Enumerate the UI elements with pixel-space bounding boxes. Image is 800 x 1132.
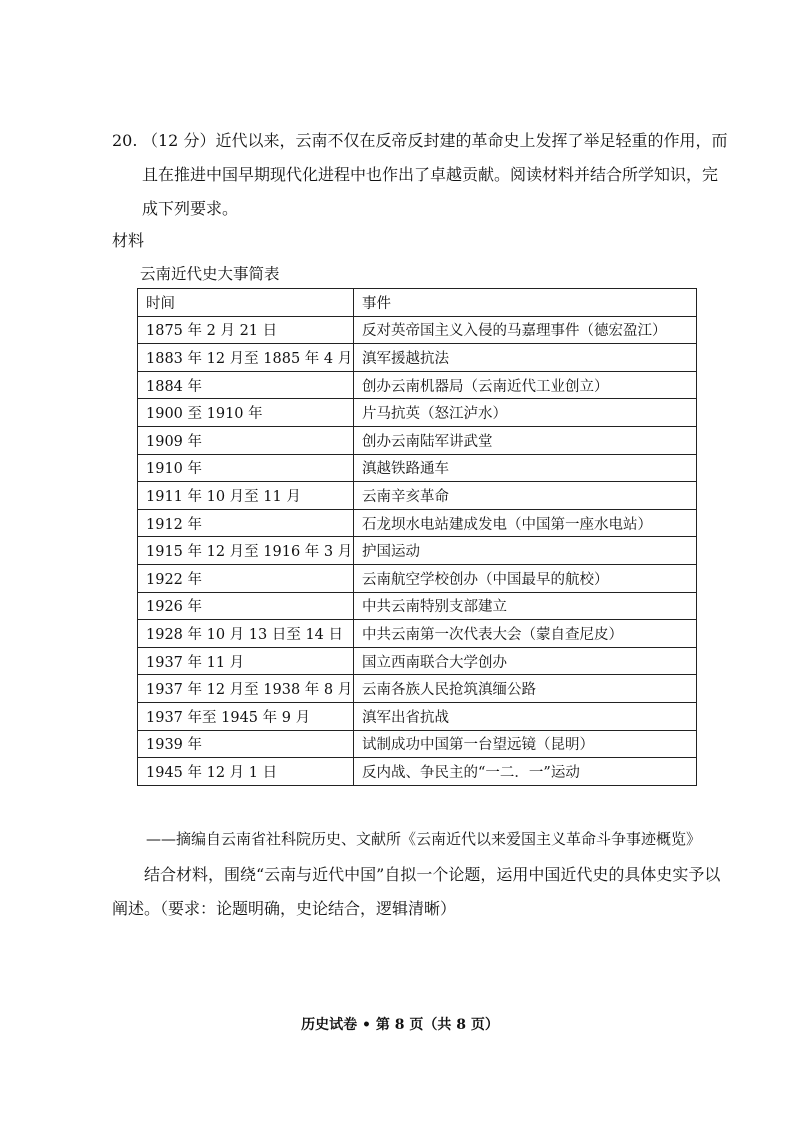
cell-event: 石龙坝水电站建成发电（中国第一座水电站）	[354, 509, 697, 537]
material-label: 材料	[112, 231, 145, 250]
table-row	[138, 482, 697, 510]
table-row	[138, 426, 697, 454]
cell-event: 滇军出省抗战	[354, 702, 697, 730]
cell-event: 云南各族人民抢筑滇缅公路	[354, 675, 697, 703]
table-row	[138, 564, 697, 592]
cell-event: 滇越铁路通车	[354, 454, 697, 482]
cell-event: 国立西南联合大学创办	[354, 647, 697, 675]
events-table	[137, 288, 697, 786]
question-stem	[112, 124, 732, 226]
table-row	[138, 371, 697, 399]
cell-event: 中共云南特别支部建立	[354, 592, 697, 620]
table-row	[138, 537, 697, 565]
table-row	[138, 647, 697, 675]
cell-time: 1928 年 10 月 13 日至 14 日	[138, 620, 354, 648]
table-row	[138, 702, 697, 730]
cell-time: 1884 年	[138, 371, 354, 399]
cell-time: 1945 年 12 月 1 日	[138, 758, 354, 786]
table-row	[138, 758, 697, 786]
header-time: 时间	[138, 289, 354, 317]
cell-event: 反内战、争民主的“一二．一”运动	[354, 758, 697, 786]
cell-event: 云南辛亥革命	[354, 482, 697, 510]
table-row	[138, 344, 697, 372]
header-event: 事件	[354, 289, 697, 317]
cell-event: 试制成功中国第一台望远镜（昆明）	[354, 730, 697, 758]
cell-event: 创办云南陆军讲武堂	[354, 426, 697, 454]
cell-event: 中共云南第一次代表大会（蒙自查尼皮）	[354, 620, 697, 648]
cell-time: 1875 年 2 月 21 日	[138, 316, 354, 344]
table-row	[138, 399, 697, 427]
question-number: 20.	[112, 131, 138, 150]
cell-event: 创办云南机器局（云南近代工业创立）	[354, 371, 697, 399]
table-row	[138, 620, 697, 648]
question-text: （12 分）近代以来，云南不仅在反帝反封建的革命史上发挥了举足轻重的作用，而且在推进中国早期现代化进程中也作出了卓越贡献。阅读材料并结合所学知识，完成下列要求。	[142, 131, 728, 218]
table-title: 云南近代史大事简表	[140, 265, 280, 283]
table-header-row	[138, 289, 697, 317]
cell-time: 1926 年	[138, 592, 354, 620]
cell-time: 1915 年 12 月至 1916 年 3 月	[138, 537, 354, 565]
cell-event: 滇军援越抗法	[354, 344, 697, 372]
cell-time: 1910 年	[138, 454, 354, 482]
table-row	[138, 592, 697, 620]
source-citation: ——摘编自云南省社科院历史、文献所《云南近代以来爱国主义革命斗争事迹概览》	[146, 830, 702, 848]
cell-time: 1912 年	[138, 509, 354, 537]
task-instruction: 结合材料，围绕“云南与近代中国”自拟一个论题，运用中国近代史的具体史实予以阐述。（要求：论题明确，史论结合，逻辑清晰）	[112, 865, 721, 918]
cell-event: 片马抗英（怒江泸水）	[354, 399, 697, 427]
cell-time: 1937 年至 1945 年 9 月	[138, 702, 354, 730]
cell-time: 1909 年	[138, 426, 354, 454]
table-row	[138, 509, 697, 537]
cell-time: 1937 年 12 月至 1938 年 8 月	[138, 675, 354, 703]
cell-time: 1900 至 1910 年	[138, 399, 354, 427]
cell-time: 1911 年 10 月至 11 月	[138, 482, 354, 510]
page-footer: 历史试卷 • 第 8 页（共 8 页）	[301, 1017, 499, 1033]
cell-event: 云南航空学校创办（中国最早的航校）	[354, 564, 697, 592]
cell-time: 1939 年	[138, 730, 354, 758]
cell-event: 护国运动	[354, 537, 697, 565]
table-row	[138, 730, 697, 758]
cell-time: 1937 年 11 月	[138, 647, 354, 675]
table-row	[138, 316, 697, 344]
cell-event: 反对英帝国主义入侵的马嘉理事件（德宏盈江）	[354, 316, 697, 344]
table-row	[138, 454, 697, 482]
cell-time: 1922 年	[138, 564, 354, 592]
cell-time: 1883 年 12 月至 1885 年 4 月	[138, 344, 354, 372]
table-row	[138, 675, 697, 703]
